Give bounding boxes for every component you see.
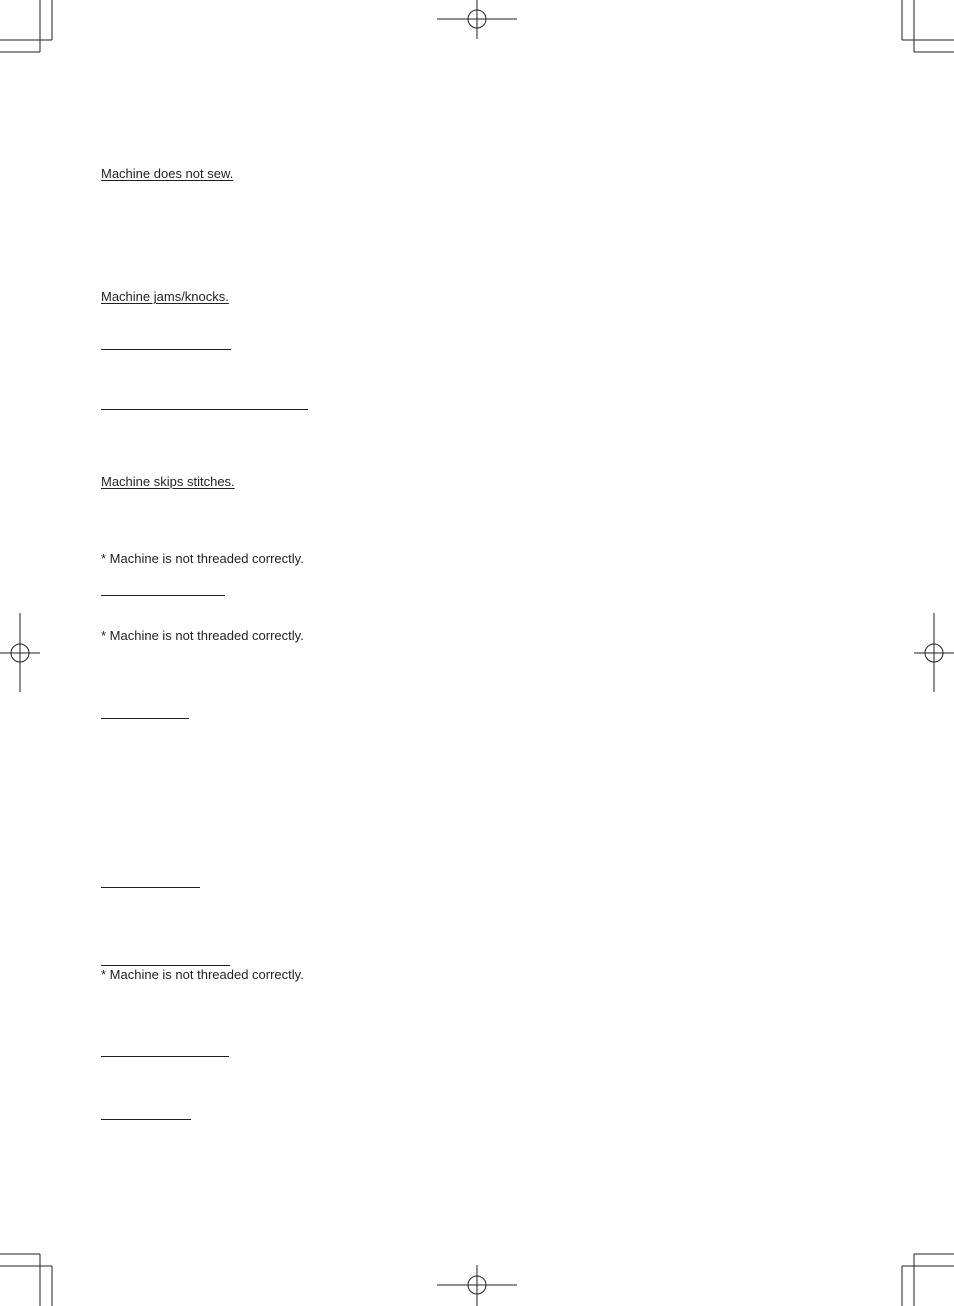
heading-rule xyxy=(101,718,189,719)
cause-text: * Machine is not threaded correctly. xyxy=(101,967,304,982)
heading-rule xyxy=(101,887,200,888)
registration-crosshair-icon xyxy=(437,0,517,39)
crop-corner-icon xyxy=(902,1254,954,1306)
heading-rule xyxy=(101,595,225,596)
section-heading-does-not-sew: Machine does not sew. xyxy=(101,166,234,181)
heading-rule xyxy=(101,409,308,410)
crop-corner-icon xyxy=(0,0,52,52)
heading-rule xyxy=(101,349,231,350)
crop-corner-icon xyxy=(902,0,954,52)
section-heading-skips-stitches: Machine skips stitches. xyxy=(101,474,235,489)
registration-crosshair-icon xyxy=(437,1265,517,1306)
crop-corner-icon xyxy=(0,1254,52,1306)
heading-rule xyxy=(101,1056,229,1057)
section-heading-jams-knocks: Machine jams/knocks. xyxy=(101,289,229,304)
cause-text: * Machine is not threaded correctly. xyxy=(101,551,304,566)
cause-text: * Machine is not threaded correctly. xyxy=(101,628,304,643)
heading-rule xyxy=(101,965,230,966)
registration-crosshair-icon xyxy=(914,613,954,692)
heading-rule xyxy=(101,1119,191,1120)
registration-crosshair-icon xyxy=(0,613,40,692)
